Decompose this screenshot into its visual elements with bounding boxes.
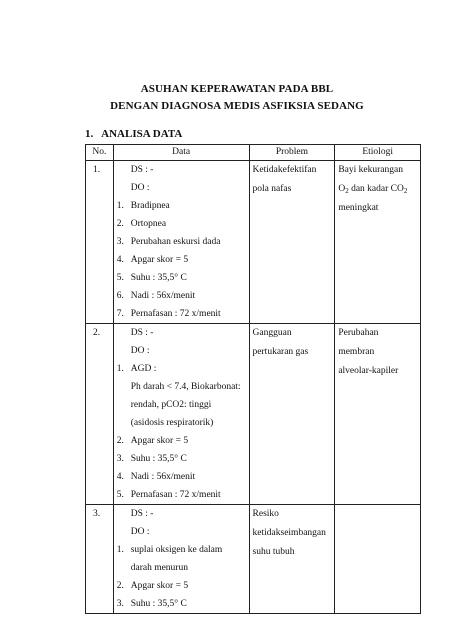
- table-header-row: [86, 145, 421, 161]
- etiologi-line: $O_2$ dan kadar $CO_2$: [338, 184, 408, 195]
- section-label: ANALISA DATA: [101, 128, 183, 140]
- table-row: [86, 161, 421, 324]
- list-item-continuation: darah menurun: [130, 563, 188, 573]
- data-cell: [113, 505, 249, 614]
- table-row: [86, 324, 421, 505]
- header-problem: Problem: [249, 145, 335, 161]
- data-cell: [113, 324, 249, 505]
- list-item: 1. Bradipnea: [116, 201, 170, 211]
- list-item: 4. Nadi : 56x/menit: [116, 472, 196, 482]
- data-cell: [113, 161, 249, 324]
- row-number: 2.: [86, 324, 114, 505]
- etiologi-cell: [335, 505, 421, 614]
- etiologi-cell: [335, 161, 421, 324]
- list-item: 3. Suhu : 35,5° C: [116, 454, 187, 464]
- problem-cell: [249, 161, 335, 324]
- etiologi-line: Perubahan: [338, 328, 379, 338]
- problem-line: Ketidakefektifan: [252, 165, 317, 175]
- list-item: 3. Perubahan eskursi dada: [116, 237, 221, 247]
- etiologi-cell: [335, 324, 421, 505]
- header-no: No.: [86, 145, 114, 161]
- analysis-table: [85, 144, 421, 614]
- ds-line: DS : -: [130, 328, 154, 338]
- agd-detail: (asidosis respiratorik): [130, 418, 214, 428]
- row-number: 1.: [86, 161, 114, 324]
- do-line: DO :: [130, 183, 150, 193]
- ds-line: DS : -: [130, 509, 154, 519]
- list-item: 5. Pernafasan : 72 x/menit: [116, 490, 221, 500]
- do-line: DO :: [130, 346, 150, 356]
- etiologi-line: alveolar-kapiler: [338, 366, 399, 376]
- do-line: DO :: [130, 527, 150, 537]
- document-title: ASUHAN KEPERAWATAN PADA BBL: [140, 83, 334, 95]
- list-item: 1. suplai oksigen ke dalam: [116, 545, 223, 555]
- header-data: Data: [113, 145, 249, 161]
- agd-detail: Ph darah < 7.4, Biokarbonat:: [130, 382, 241, 392]
- row-number: 3.: [86, 505, 114, 614]
- etiologi-line: membran: [338, 347, 375, 357]
- list-item: 6. Nadi : 56x/menit: [116, 291, 196, 301]
- list-item: 2. Apgar skor = 5: [116, 581, 189, 591]
- list-item: 5. Suhu : 35,5° C: [116, 273, 187, 283]
- problem-line: pertukaran gas: [252, 347, 309, 357]
- list-item: 7. Pernafasan : 72 x/menit: [116, 309, 221, 319]
- section-number: 1.: [85, 128, 94, 140]
- header-etiologi: Etiologi: [335, 145, 421, 161]
- list-item: 4. Apgar skor = 5: [116, 255, 189, 265]
- problem-line: suhu tubuh: [252, 547, 295, 557]
- problem-line: Gangguan: [252, 328, 292, 338]
- list-item: 1. AGD :: [116, 364, 157, 374]
- problem-line: ketidakseimbangan: [252, 528, 326, 538]
- problem-cell: [249, 324, 335, 505]
- section-heading: [85, 128, 182, 140]
- list-item: 2. Apgar skor = 5: [116, 436, 189, 446]
- table-row: [86, 505, 421, 614]
- problem-line: Resiko: [252, 509, 279, 519]
- problem-cell: [249, 505, 335, 614]
- list-item: 2. Ortopnea: [116, 219, 167, 229]
- ds-line: DS : -: [130, 165, 154, 175]
- agd-detail: rendah, pCO2: tinggi: [130, 400, 212, 410]
- list-item: 3. Suhu : 35,5° C: [116, 599, 187, 609]
- document-subtitle: DENGAN DIAGNOSA MEDIS ASFIKSIA SEDANG: [110, 100, 364, 112]
- etiologi-line: meningkat: [338, 203, 379, 213]
- etiologi-line: Bayi kekurangan: [338, 165, 403, 175]
- problem-line: pola nafas: [252, 184, 292, 194]
